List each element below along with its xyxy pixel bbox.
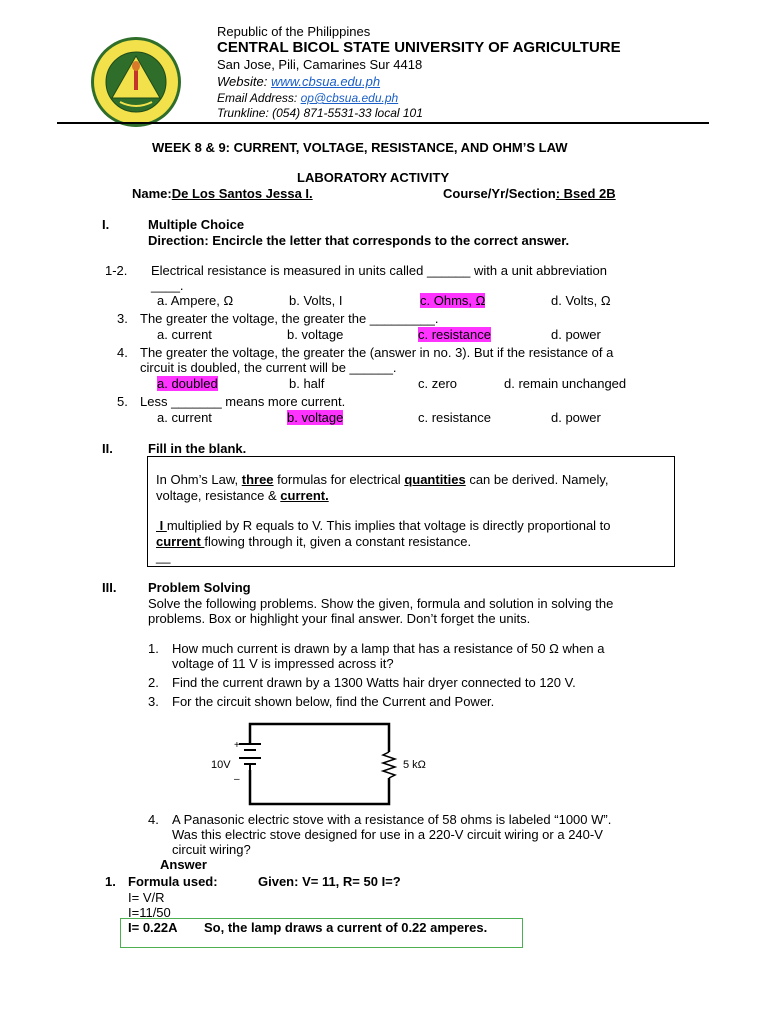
course-value: : Bsed 2B — [555, 186, 616, 201]
blank-paragraph-1 — [156, 472, 609, 487]
blank-answer-quantities: quantities — [404, 472, 466, 487]
blank-text: multiplied by R equals to V. This implies that voltage is directly proportional to — [166, 518, 611, 533]
problem4-text-cont1: Was this electric stove designed for use in a 220-V circuit wiring or a 240-V — [172, 827, 603, 842]
trunkline-text: Trunkline: (054) 871-5531-33 local 101 — [217, 106, 423, 120]
q3-option-a[interactable]: a. current — [157, 327, 212, 342]
section1-direction: Direction: Encircle the letter that corresponds to the correct answer. — [148, 233, 570, 248]
q3-number: 3. — [117, 311, 128, 326]
republic-text: Republic of the Philippines — [217, 24, 371, 39]
q12-option-d[interactable]: d. Volts, Ω — [551, 293, 611, 308]
email-link[interactable]: op@cbsua.edu.ph — [300, 91, 399, 105]
q12-option-a[interactable]: a. Ampere, Ω — [157, 293, 234, 308]
name-value: De Los Santos Jessa I. — [171, 186, 313, 201]
q12-text-cont: ____. — [151, 278, 184, 293]
circuit-plus-sign: + — [234, 740, 240, 751]
blank-answer-current-2: current — [156, 534, 205, 549]
q4-text: The greater the voltage, the greater the (answer in no. 3). But if the resistance of a — [140, 345, 614, 360]
blank-text: formulas for electrical — [273, 472, 405, 487]
q3-option-d[interactable]: d. power — [551, 327, 601, 342]
final-answer-statement: So, the lamp draws a current of 0.22 amperes. — [204, 920, 488, 935]
answer-formula-label: Formula used: — [128, 874, 218, 889]
problem1-text: How much current is drawn by a lamp that has a resistance of 50 Ω when a — [172, 641, 605, 656]
section3-instructions-2: problems. Box or highlight your final answer. Don’t forget the units. — [148, 611, 531, 626]
university-seal-logo — [90, 36, 182, 128]
blank-text: flowing through it, given a constant resistance. — [204, 534, 472, 549]
final-answer-value: I= 0.22A — [128, 920, 178, 935]
blank-text: In Ohm’s Law, — [156, 472, 242, 487]
section2-title: Fill in the blank. — [148, 441, 247, 456]
email-line — [217, 91, 398, 105]
q4-text-cont: circuit is doubled, the current will be ______. — [140, 360, 397, 375]
section2-numeral: II. — [102, 441, 113, 456]
blank-paragraph-2-line2 — [156, 534, 471, 549]
battery-symbol — [239, 744, 261, 770]
answer-number: 1. — [105, 874, 116, 889]
q3-option-c-selected[interactable]: c. resistance — [418, 327, 491, 342]
activity-title: LABORATORY ACTIVITY — [297, 170, 450, 185]
problem4-text: A Panasonic electric stove with a resistance of 58 ohms is labeled “1000 W”. — [172, 812, 612, 827]
circuit-minus-sign: – — [234, 774, 240, 785]
circuit-voltage-label: 10V — [211, 759, 231, 771]
q12-number: 1-2. — [105, 263, 128, 278]
university-name: CENTRAL BICOL STATE UNIVERSITY OF AGRICULTURE — [217, 39, 621, 56]
email-label: Email Address: — [217, 91, 301, 105]
blank-answer-current: current. — [280, 488, 329, 503]
page-title: WEEK 8 & 9: CURRENT, VOLTAGE, RESISTANCE, AND OHM’S LAW — [152, 140, 568, 155]
q12-option-b[interactable]: b. Volts, I — [289, 293, 343, 308]
section3-numeral: III. — [102, 580, 117, 595]
answer-line-2: I=11/50 — [128, 905, 171, 920]
website-label: Website: — [217, 74, 271, 89]
problem3-number: 3. — [148, 694, 159, 709]
q12-option-c-selected[interactable]: c. Ohms, Ω — [420, 293, 486, 308]
course-line — [443, 186, 616, 201]
website-link[interactable]: www.cbsua.edu.ph — [270, 74, 381, 89]
answer-given: Given: V= 11, R= 50 I=? — [258, 874, 401, 889]
q12-text: Electrical resistance is measured in units called ______ with a unit abbreviation — [151, 263, 607, 278]
problem4-number: 4. — [148, 812, 159, 827]
section3-title: Problem Solving — [148, 580, 251, 595]
q5-text: Less _______ means more current. — [140, 394, 346, 409]
blank-answer-three: three — [241, 472, 274, 487]
q5-option-a[interactable]: a. current — [157, 410, 212, 425]
section3-instructions-1: Solve the following problems. Show the given, formula and solution in solving the — [148, 596, 614, 611]
blank-underline: __ — [156, 549, 171, 564]
header-divider — [57, 122, 709, 124]
name-label: Name: — [132, 186, 172, 201]
blank-paragraph-1-line2 — [156, 488, 329, 503]
problem1-text-cont: voltage of 11 V is impressed across it? — [172, 656, 394, 671]
q5-option-b-selected[interactable]: b. voltage — [287, 410, 344, 425]
section1-numeral: I. — [102, 217, 110, 232]
website-line — [217, 74, 380, 89]
q3-text: The greater the voltage, the greater the _________. — [140, 311, 439, 326]
resistor-symbol — [383, 752, 395, 778]
q5-option-d[interactable]: d. power — [551, 410, 601, 425]
q5-option-c[interactable]: c. resistance — [418, 410, 491, 425]
q5-number: 5. — [117, 394, 128, 409]
answer-line-1: I= V/R — [128, 890, 165, 905]
problem2-text: Find the current drawn by a 1300 Watts hair dryer connected to 120 V. — [172, 675, 576, 690]
q4-number: 4. — [117, 345, 128, 360]
problem3-text: For the circuit shown below, find the Current and Power. — [172, 694, 495, 709]
q4-option-c[interactable]: c. zero — [418, 376, 458, 391]
blank-answer-i: I — [156, 518, 167, 533]
blank-text: can be derived. Namely, — [465, 472, 609, 487]
circuit-diagram — [211, 718, 435, 818]
blank-text: voltage, resistance & — [156, 488, 281, 503]
answer-heading: Answer — [160, 857, 207, 872]
name-line — [132, 186, 313, 201]
q4-option-d[interactable]: d. remain unchanged — [504, 376, 627, 391]
problem4-text-cont2: circuit wiring? — [172, 842, 251, 857]
circuit-resistance-label: 5 kΩ — [403, 759, 426, 771]
q3-option-b[interactable]: b. voltage — [287, 327, 344, 342]
section1-title: Multiple Choice — [148, 217, 245, 232]
circuit-wires — [250, 724, 389, 804]
q4-option-a-selected[interactable]: a. doubled — [157, 376, 218, 391]
problem2-number: 2. — [148, 675, 159, 690]
university-address: San Jose, Pili, Camarines Sur 4418 — [217, 57, 423, 72]
q4-option-b[interactable]: b. half — [289, 376, 325, 391]
problem1-number: 1. — [148, 641, 159, 656]
blank-paragraph-2 — [156, 518, 611, 533]
course-label: Course/Yr/Section — [443, 186, 556, 201]
